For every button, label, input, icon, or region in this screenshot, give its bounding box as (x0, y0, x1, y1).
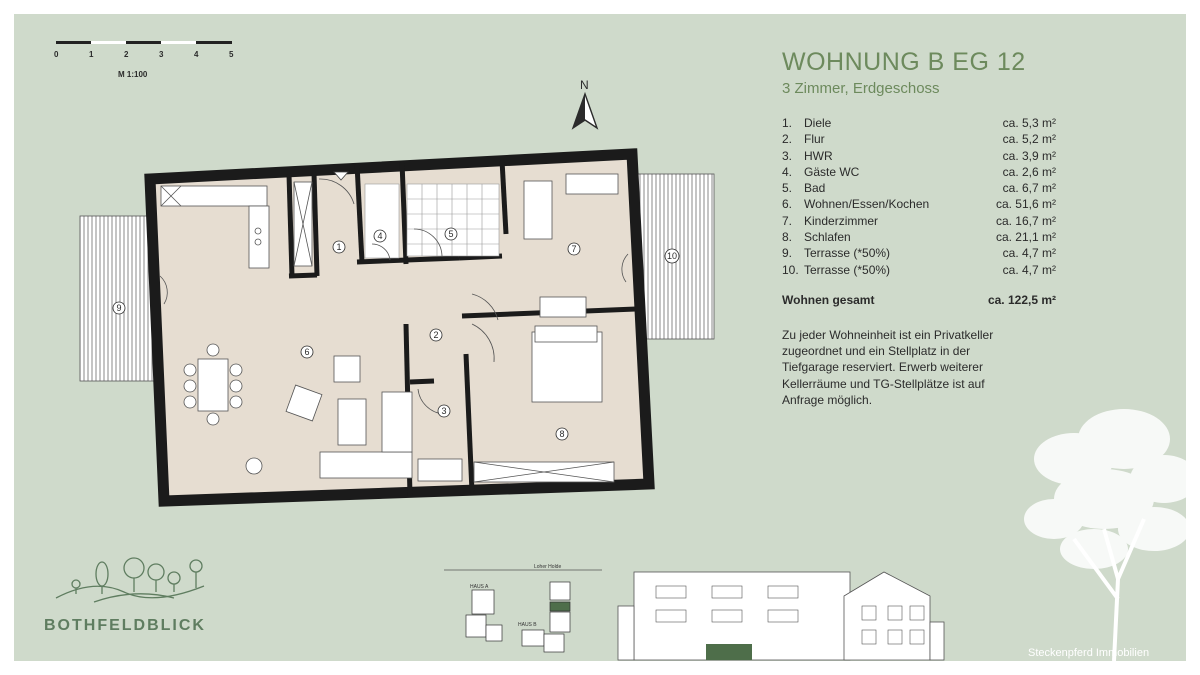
room-number: 3. (782, 148, 793, 163)
room-number: 8. (782, 230, 793, 245)
room-row (782, 148, 1056, 164)
total-area: ca. 122,5 m² (987, 293, 1056, 307)
scale-bar (56, 40, 234, 88)
room-number: 4. (782, 164, 793, 179)
scale-label: M 1:100 (118, 70, 148, 79)
room-number: 9. (782, 246, 793, 261)
total-label: Wohnen gesamt (782, 293, 875, 307)
room-marker: 9 (116, 303, 122, 313)
apartment-subtitle: 3 Zimmer, Erdgeschoss (782, 80, 940, 97)
room-marker: 2 (433, 330, 439, 340)
brand-name: BOTHFELDBLICK (44, 617, 206, 634)
site-plan (442, 560, 604, 655)
room-marker: 8 (559, 429, 565, 439)
room-row (782, 245, 1056, 261)
room-name: Terrasse (*50%) (804, 262, 891, 277)
building-elevation (618, 566, 948, 661)
room-number: 2. (782, 132, 793, 147)
site-house-a-label: HAUS A (470, 584, 489, 590)
room-row (782, 262, 1056, 278)
room-area: ca. 21,1 m² (995, 230, 1056, 245)
room-name: Flur (804, 132, 825, 147)
room-row (782, 196, 1056, 212)
terrace-left (80, 216, 156, 381)
room-area: ca. 51,6 m² (995, 197, 1056, 212)
tree-illustration (1014, 399, 1186, 661)
room-name: Bad (804, 181, 826, 196)
room-area: ca. 4,7 m² (1002, 262, 1056, 277)
room-area: ca. 4,7 m² (1002, 246, 1056, 261)
room-name: Terrasse (*50%) (804, 246, 891, 261)
north-label: N (580, 78, 589, 92)
floor-plan (76, 151, 676, 506)
room-number: 5. (782, 181, 793, 196)
room-name: Gäste WC (804, 164, 860, 179)
unit-highlight (550, 602, 570, 611)
room-row (782, 213, 1056, 229)
room-name: Diele (804, 116, 832, 130)
room-number: 7. (782, 213, 793, 228)
floorplan-sheet (14, 14, 1186, 661)
room-row (782, 180, 1056, 196)
scale-tick: 1 (89, 50, 94, 59)
room-marker: 10 (666, 251, 678, 261)
room-row (782, 115, 1056, 131)
brand-logo-icon (54, 548, 214, 610)
room-row (782, 164, 1056, 180)
room-name: Kinderzimmer (804, 213, 879, 228)
compass-arrow-icon (570, 92, 600, 132)
room-number: 10. (782, 262, 799, 277)
room-area: ca. 5,3 m² (1002, 116, 1056, 130)
room-list (782, 115, 1056, 278)
room-marker: 1 (336, 242, 342, 252)
scale-tick: 2 (124, 50, 129, 59)
total-area-row (782, 293, 1056, 307)
scale-tick: 4 (194, 50, 199, 59)
scale-bar-graphic (56, 41, 234, 53)
room-area: ca. 6,7 m² (1002, 181, 1056, 196)
bathroom-tiles (365, 184, 499, 258)
room-area: ca. 5,2 m² (1002, 132, 1056, 147)
room-marker: 4 (377, 231, 383, 241)
room-number: 6. (782, 197, 793, 212)
room-row (782, 131, 1056, 147)
site-house-b-label: HAUS B (518, 622, 537, 628)
scale-tick: 3 (159, 50, 164, 59)
room-marker: 7 (571, 244, 577, 254)
room-name: Wohnen/Essen/Kochen (804, 197, 930, 212)
scale-tick: 0 (54, 50, 59, 59)
apartment-title: WOHNUNG B EG 12 (782, 48, 1026, 76)
room-name: Schlafen (804, 230, 851, 245)
room-marker: 6 (304, 347, 310, 357)
north-arrow (570, 78, 600, 134)
room-area: ca. 2,6 m² (1002, 164, 1056, 179)
storage-note: Zu jeder Wohneinheit ist ein Privatkeller zugeordnet und ein Stellplatz in der Tiefgarage reserviert. Erwerb weiterer Kellerräume und TG-Stellplätze ist auf Anfrage möglich. (782, 328, 994, 407)
room-marker: 5 (448, 229, 454, 239)
room-marker: 3 (441, 406, 447, 416)
room-number: 1. (782, 116, 793, 130)
room-area: ca. 3,9 m² (1002, 148, 1056, 163)
room-row (782, 229, 1056, 245)
unit-highlight-elevation (706, 644, 752, 660)
room-name: HWR (804, 148, 833, 163)
agency-credit: Steckenpferd Immobilien (1028, 647, 1150, 659)
scale-tick: 5 (229, 50, 234, 59)
site-street-label: Loher Holde (534, 564, 562, 570)
room-area: ca. 16,7 m² (995, 213, 1056, 228)
